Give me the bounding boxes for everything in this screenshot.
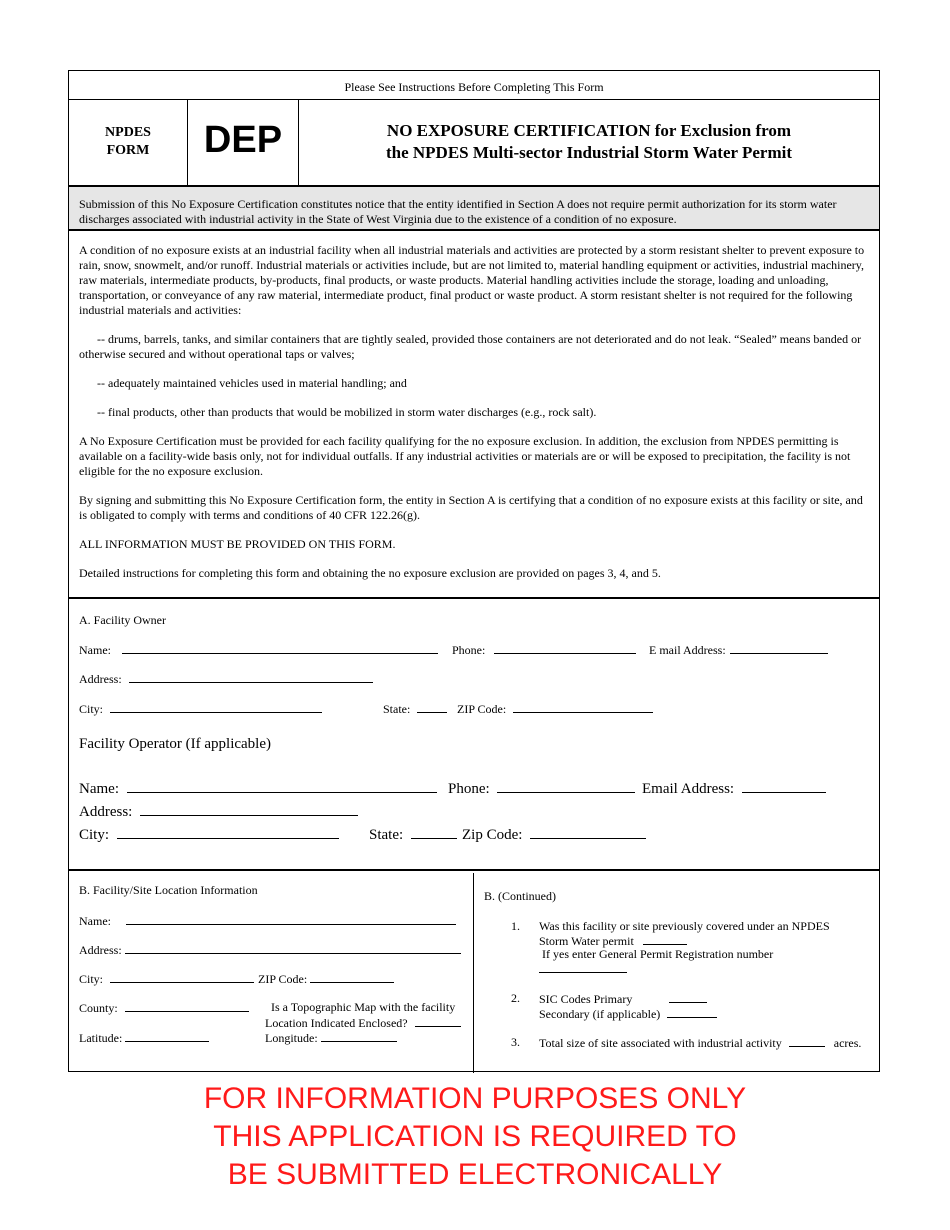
q2-number: 2. [511,991,520,1005]
q1-number: 1. [511,919,520,933]
stamp-line3: BE SUBMITTED ELECTRONICALLY [227,1158,723,1191]
owner-address-row [79,671,373,687]
operator-city-field[interactable] [117,827,339,839]
operator-address-row [79,804,358,821]
operator-city-row [79,827,339,844]
site-address-row [79,942,461,958]
site-longitude-row [265,1030,397,1046]
bullet-drums: -- drums, barrels, tanks, and similar containers that are tightly sealed, provided those containers are not deteriorated and do not leak. “Sealed” means banded or otherwise secured and without operational taps or valves; [79,332,862,361]
site-address-label: Address: [79,943,122,957]
q2-primary-label: SIC Codes Primary [539,992,633,1006]
paragraph-signing: By signing and submitting this No Exposure Certification form, the entity in Section A is certifying that a condition of no exposure exists at this facility or site, and is obligated to comply with terms and conditions of 40 CFR 122.26(g). [79,493,863,522]
sic-secondary-field[interactable] [667,1006,717,1018]
owner-zip-field[interactable] [513,701,653,713]
site-latitude-label: Latitude: [79,1031,123,1045]
site-zip-row [258,971,394,987]
bullet-vehicles: -- adequately maintained vehicles used in material handling; and [97,376,407,390]
site-county-row [79,1000,249,1016]
submission-notice: Submission of this No Exposure Certification constitutes notice that the entity identified in Section A does not require permit authorization for its storm water discharges associated with industrial activity in the State of West Virginia due to the existence of a condition of no exposure. [69,187,879,231]
npdes-form-label [69,99,188,185]
owner-name-label: Name: [79,643,111,657]
operator-zip-row [462,827,646,844]
operator-zip-label: Zip Code: [462,827,523,843]
owner-state-field[interactable] [417,701,447,713]
owner-city-row [79,701,322,717]
owner-email-field[interactable] [730,642,828,654]
operator-heading: Facility Operator (If applicable) [79,736,271,752]
q3-unit: acres. [833,1036,862,1050]
topo-map-line1: Is a Topographic Map with the facility [271,1000,456,1014]
owner-email-row [649,642,828,658]
q1-registration-row [539,961,627,977]
section-a-facility-owner [69,601,879,871]
site-longitude-label: Longitude: [265,1031,318,1045]
operator-zip-field[interactable] [530,827,646,839]
topo-map-field[interactable] [415,1015,461,1027]
topo-map-row [265,1015,461,1031]
form-header [69,99,879,187]
operator-phone-row [448,781,635,798]
stamp-line2: THIS APPLICATION IS REQUIRED TO [213,1120,737,1153]
site-name-row [79,913,456,929]
q2-secondary-label: Secondary (if applicable) [539,1007,661,1021]
owner-address-label: Address: [79,672,122,686]
section-b-continued [474,873,879,1073]
operator-phone-label: Phone: [448,781,490,797]
operator-city-label: City: [79,827,110,843]
q1-text-line2: Storm Water permit [539,934,634,948]
operator-state-row [369,827,457,844]
sic-primary-field[interactable] [669,991,707,1003]
paragraph-instructions: Detailed instructions for completing this form and obtaining the no exposure exclusion are provided on pages 3, 4, and 5. [79,566,661,580]
title-line2: the NPDES Multi-sector Industrial Storm Water Permit [385,143,793,162]
section-b-heading: B. Facility/Site Location Information [79,883,258,897]
paragraph-condition: A condition of no exposure exists at an industrial facility when all industrial materials and activities are protected by a storm resistant shelter to prevent exposure to rain, snow, snowmelt, and/or runoff. Industrial materials or activities include, but are not limited to, material handling equipment or activities, industrial machinery, raw materials, intermediate products, by-products, final products, or waste products. Material handling activities include the storage, loading and unloading, transportation, or conveyance of any raw material, intermediate product, final product or waste product. A storm resistant shelter is not required for the following industrial materials and activities: [79,243,865,317]
owner-zip-row [457,701,653,717]
site-latitude-row [79,1030,209,1046]
operator-phone-field[interactable] [497,781,635,793]
stamp-line1: FOR INFORMATION PURPOSES ONLY [203,1082,747,1115]
no-exposure-description [69,233,879,599]
site-name-label: Name: [79,914,111,928]
owner-name-field[interactable] [122,642,438,654]
section-a-heading: A. Facility Owner [79,613,166,627]
operator-state-field[interactable] [411,827,457,839]
owner-phone-label: Phone: [452,643,486,657]
owner-phone-field[interactable] [494,642,636,654]
owner-state-row [383,701,447,717]
site-longitude-field[interactable] [321,1030,397,1042]
site-address-field[interactable] [125,942,461,954]
previous-permit-field[interactable] [643,933,687,945]
owner-city-field[interactable] [110,701,322,713]
site-name-field[interactable] [126,913,456,925]
no-exposure-certification-form [68,70,880,1072]
owner-address-field[interactable] [129,671,373,683]
title-line1: NO EXPOSURE CERTIFICATION for Exclusion from [386,121,792,140]
owner-name-row [79,642,438,658]
site-zip-label: ZIP Code: [258,972,308,986]
instructions-banner: Please See Instructions Before Completing This Form [69,71,879,100]
registration-number-field[interactable] [539,961,627,973]
q3-label: Total size of site associated with industrial activity [539,1036,782,1050]
operator-address-field[interactable] [140,804,358,816]
operator-email-field[interactable] [742,781,826,793]
site-city-row [79,971,254,987]
operator-state-label: State: [369,827,404,843]
q3-number: 3. [511,1035,520,1049]
owner-city-label: City: [79,702,104,716]
information-only-stamp [0,1080,950,1194]
operator-name-row [79,781,437,798]
form-label-line2: FORM [106,143,150,158]
q1-text-line3: If yes enter General Permit Registration number [542,947,774,961]
owner-state-label: State: [383,702,411,716]
site-acreage-field[interactable] [789,1035,825,1047]
topo-map-line2: Location Indicated Enclosed? [265,1016,408,1030]
owner-email-label: E mail Address: [649,643,726,657]
owner-zip-label: ZIP Code: [457,702,507,716]
q2-secondary-row [539,1006,717,1022]
operator-name-field[interactable] [127,781,437,793]
operator-name-label: Name: [79,781,119,797]
operator-email-label: Email Address: [642,781,735,797]
bullet-final-products: -- final products, other than products that would be mobilized in storm water discharges (e.g., rock salt). [97,405,597,419]
form-label-line1: NPDES [105,125,151,140]
operator-email-row [642,781,826,798]
q3-row [539,1035,861,1051]
operator-address-label: Address: [79,804,133,820]
q1-text-line1: Was this facility or site previously covered under an NPDES [539,919,830,933]
form-title [299,99,879,185]
site-zip-field[interactable] [310,971,394,983]
paragraph-certification-required: A No Exposure Certification must be provided for each facility qualifying for the no exposure exclusion. In addition, the exclusion from NPDES permitting is available on a facility-wide basis only, not for individual outfalls. If any industrial activities or materials are or will be exposed to precipitation, the facility is not eligible for the no exposure exclusion. [79,434,851,478]
site-latitude-field[interactable] [125,1030,209,1042]
site-county-field[interactable] [125,1000,249,1012]
agency-label: DEP [188,99,299,185]
site-city-field[interactable] [110,971,254,983]
section-b-site-location [69,873,474,1073]
paragraph-all-info: ALL INFORMATION MUST BE PROVIDED ON THIS FORM. [79,537,396,551]
owner-phone-row [452,642,636,658]
section-b-continued-heading: B. (Continued) [484,889,556,903]
site-county-label: County: [79,1001,118,1015]
q2-primary-row [539,991,707,1007]
site-city-label: City: [79,972,104,986]
